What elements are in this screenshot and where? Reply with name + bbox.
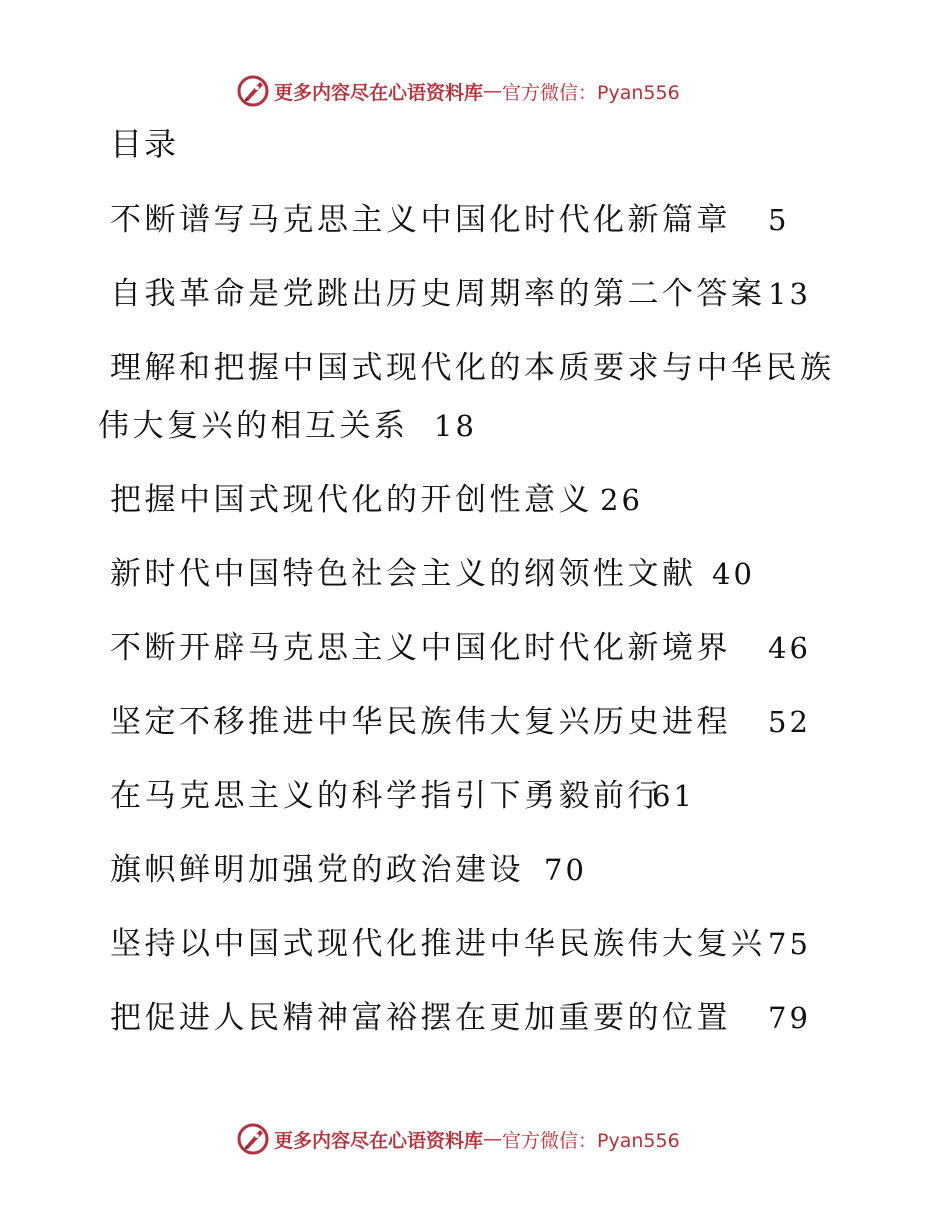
banner-contact: 官方微信：Pyan556 [502, 81, 680, 104]
banner-separator: — [483, 80, 503, 102]
toc-entry-title[interactable]: 坚持以中国式现代化推进中华民族伟大复兴 [110, 926, 766, 962]
quill-pen-logo-icon [236, 1122, 270, 1156]
toc-title: 目录 [110, 125, 179, 163]
toc-entry-page: 40 [712, 557, 755, 591]
toc-entry-page: 26 [600, 483, 643, 517]
footer-watermark [236, 1122, 680, 1156]
toc-entry-page: 13 [768, 277, 811, 311]
quill-pen-logo-icon [236, 74, 270, 108]
banner-slogan: 更多内容尽在心语资料库 [274, 1129, 484, 1152]
toc-entry-title[interactable]: 把握中国式现代化的开创性意义 [110, 482, 593, 518]
toc-entry-page: 70 [544, 853, 587, 887]
toc-entry-title[interactable]: 旗帜鲜明加强党的政治建设 [110, 852, 524, 888]
toc-entry-title[interactable]: 在马克思主义的科学指引下勇毅前行 [110, 778, 662, 814]
banner-separator: — [483, 1128, 503, 1150]
toc-entry-page: 61 [652, 779, 695, 813]
toc-entry-page: 5 [768, 203, 790, 237]
banner-contact: 官方微信：Pyan556 [502, 1129, 680, 1152]
toc-entry-title[interactable]: 把促进人民精神富裕摆在更加重要的位置 [110, 1000, 731, 1036]
toc-entry-page: 75 [768, 927, 811, 961]
toc-entry-page: 18 [434, 409, 477, 443]
toc-entry-page: 52 [768, 705, 811, 739]
toc-entry-title[interactable]: 理解和把握中国式现代化的本质要求与中华民族 [110, 350, 835, 386]
toc-entry-page: 79 [768, 1001, 811, 1035]
toc-entry-title[interactable]: 自我革命是党跳出历史周期率的第二个答案 [110, 276, 766, 312]
toc-entry-page: 46 [768, 631, 811, 665]
toc-entry-title[interactable]: 不断开辟马克思主义中国化时代化新境界 [110, 630, 731, 666]
banner-slogan: 更多内容尽在心语资料库 [274, 81, 484, 104]
toc-entry-title[interactable]: 新时代中国特色社会主义的纲领性文献 [110, 556, 697, 592]
toc-entry-title[interactable]: 不断谱写马克思主义中国化时代化新篇章 [110, 202, 731, 238]
header-watermark [236, 74, 680, 108]
toc-entry-title-continuation[interactable]: 伟大复兴的相互关系 [98, 408, 409, 444]
toc-entry-title[interactable]: 坚定不移推进中华民族伟大复兴历史进程 [110, 704, 731, 740]
